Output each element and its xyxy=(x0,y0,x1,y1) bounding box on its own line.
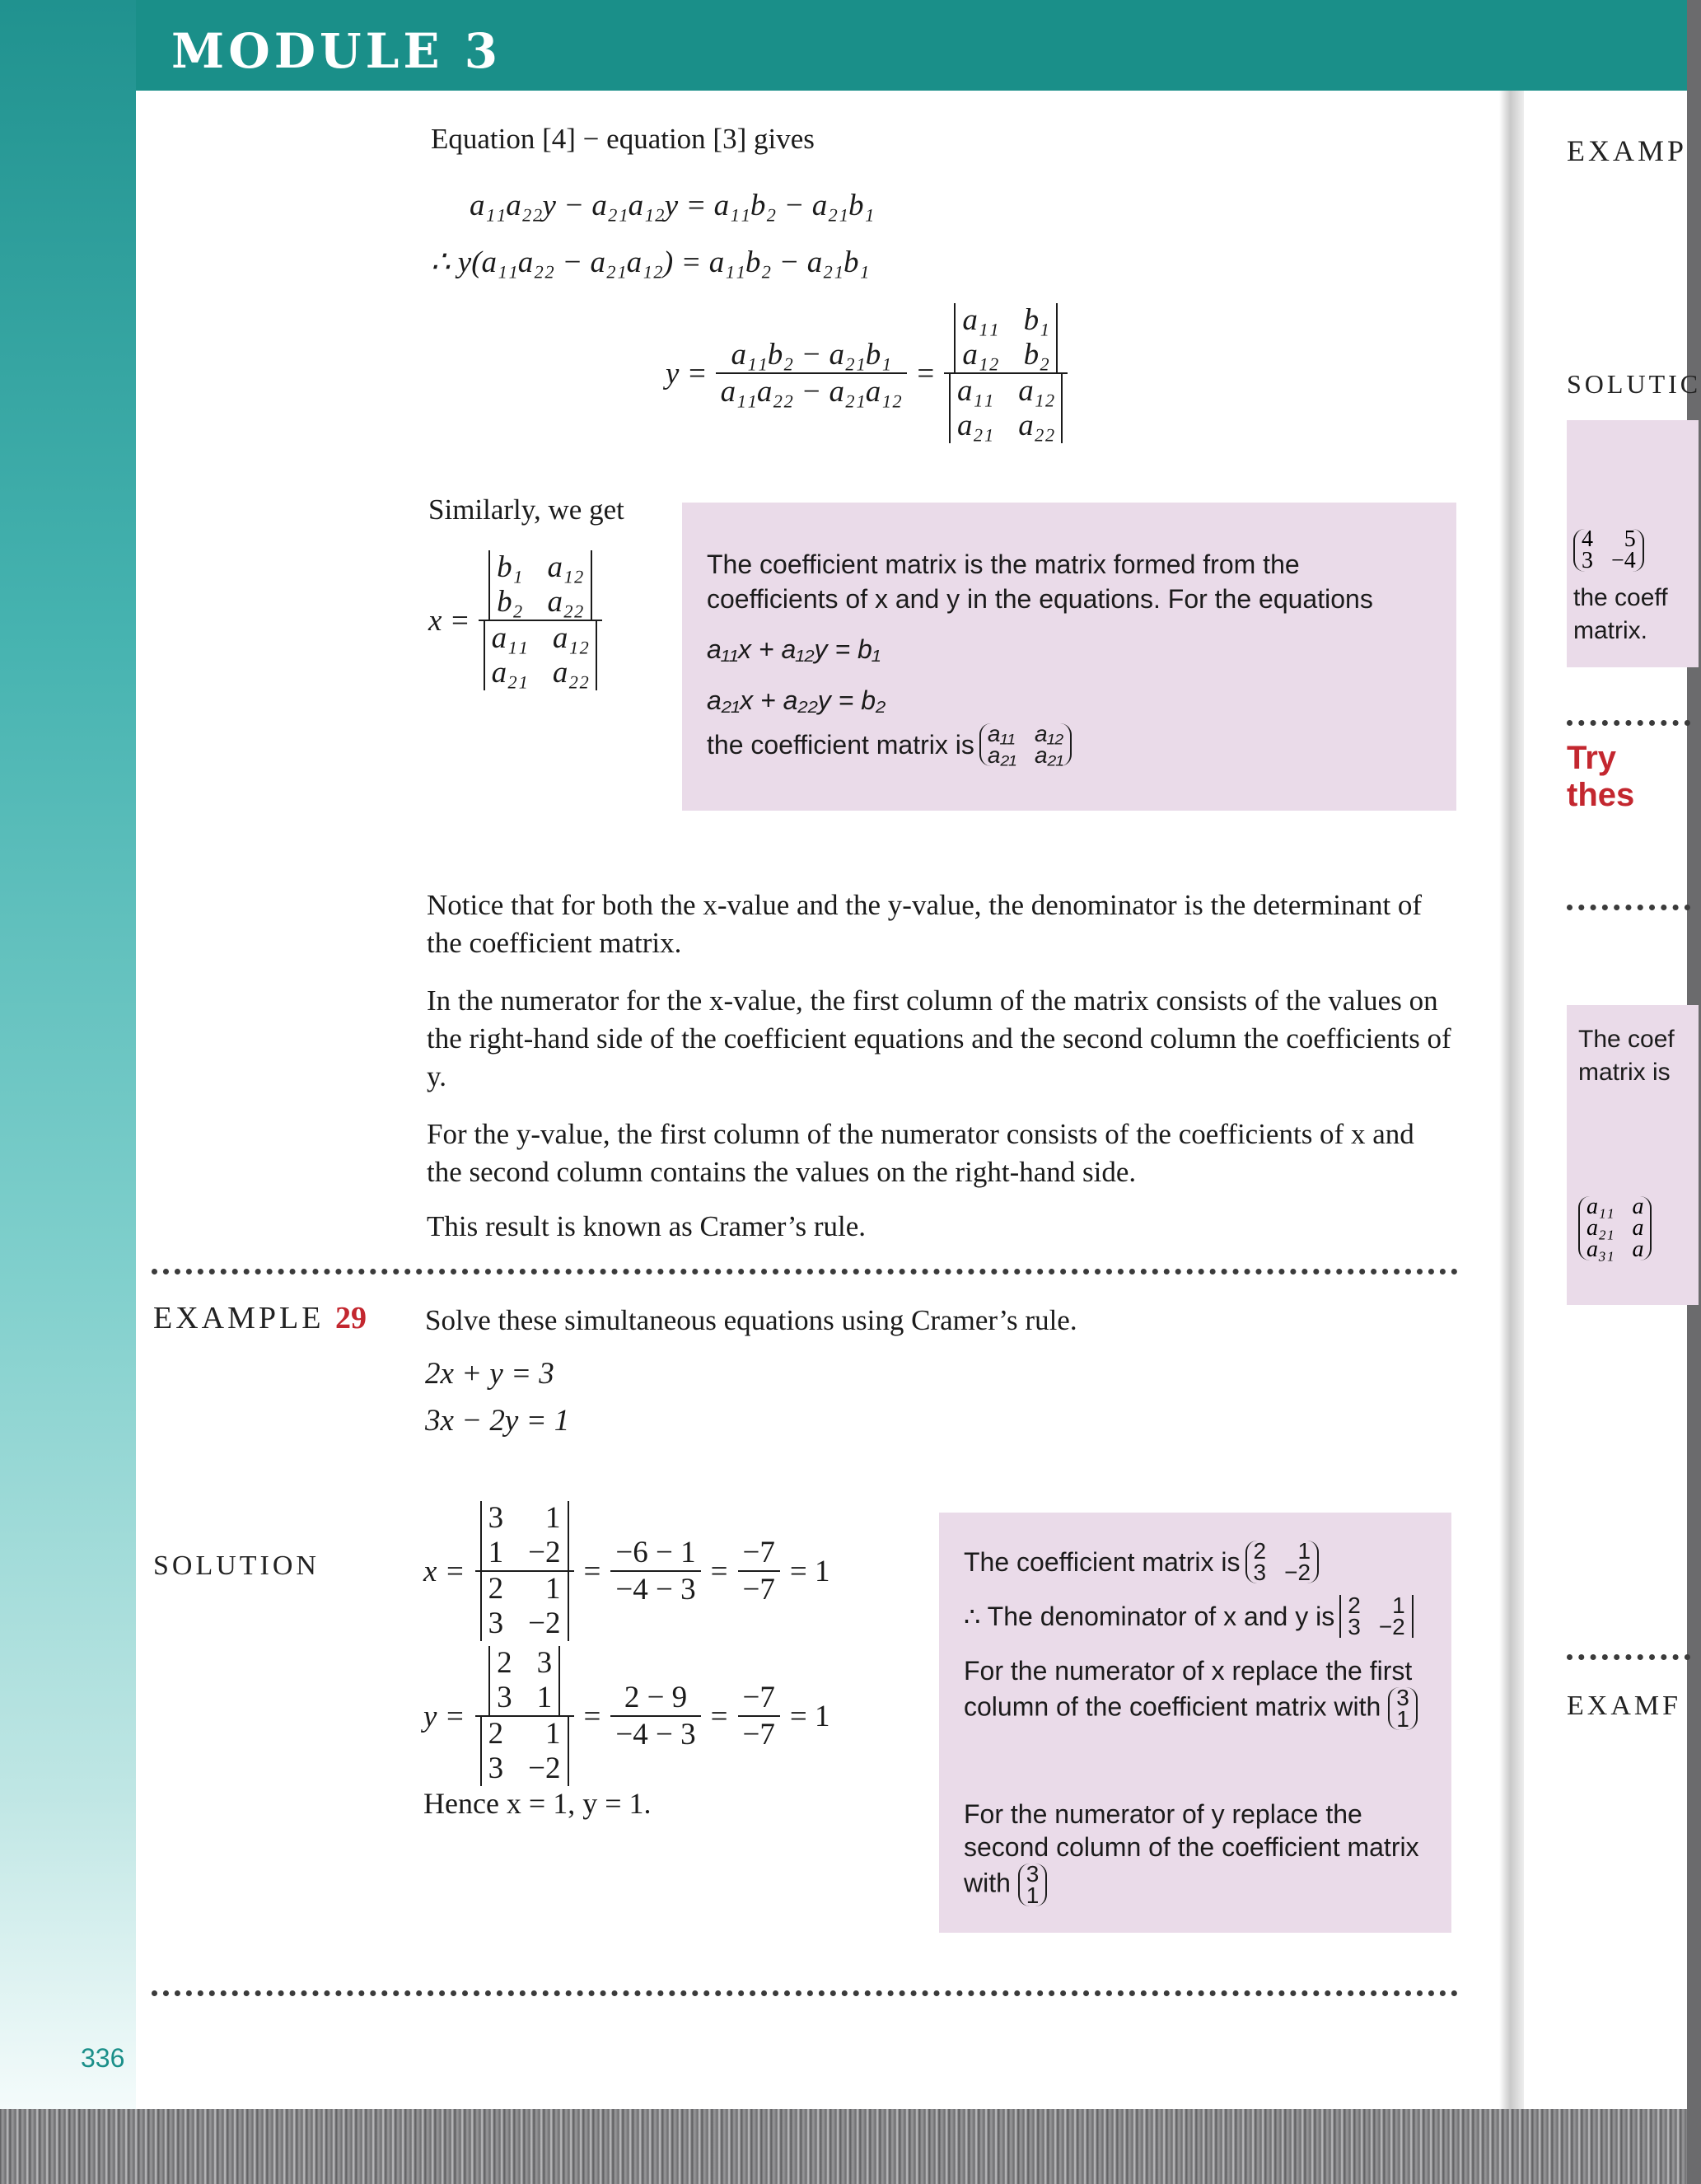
module-title: MODULE 3 xyxy=(171,23,502,79)
coefficient-matrix-note xyxy=(682,503,1456,811)
note2-y-vector: 3 1 xyxy=(1018,1864,1048,1906)
y-solution-numerator-determinant: 2 3 3 1 xyxy=(488,1646,560,1715)
next-page-box-text: The coef matrix is xyxy=(1578,1026,1675,1086)
note1-matrix-intro: the coefficient matrix is xyxy=(707,729,974,760)
note1-eq1: a₁₁x + a₁₂y = b₁ xyxy=(707,634,881,664)
cramers-rule-statement: This result is known as Cramer’s rule. xyxy=(427,1210,867,1242)
paragraph-denominator: Notice that for both the x-value and the y-value, the denominator is the determinant of the coefficient matrix. xyxy=(427,889,1423,959)
similarly-text: Similarly, we get xyxy=(428,493,624,526)
y-solution-determinants xyxy=(475,1646,574,1786)
x-formula xyxy=(428,550,602,690)
next-page-coeff-text: the coeff matrix. xyxy=(1573,584,1668,644)
x-solution-result: = 1 xyxy=(789,1554,830,1588)
next-page-box-matrix: a₁₁ a a₂₁ a a₃₁ a xyxy=(1578,1196,1652,1260)
note1-coefficient-matrix: a₁₁ a₁₂ a₂₁ a₂₁ xyxy=(979,723,1072,766)
note2-x-numerator: For the numerator of x replace the first column of the coefficient matrix with 3 1 xyxy=(964,1654,1425,1730)
page-gutter xyxy=(1499,91,1524,2109)
example-label: EXAMPLE 29 xyxy=(153,1301,367,1335)
note2-line1: The coefficient matrix is 2 1 3 −2 xyxy=(964,1541,1319,1583)
y-solution-result: = 1 xyxy=(789,1699,830,1733)
x-solution: x = 3 1 1 −2 2 1 3 −2 = $\frac{-6 - 1}{-4 - 3}$ = $\frac{-7}{-7}$ = 1 xyxy=(423,1501,830,1640)
y-fraction xyxy=(716,337,907,409)
y-solution-lhs: y = xyxy=(423,1699,465,1733)
derivation-eq2: ∴ y(a₁₁a₂₂ − a₂₁a₁₂) = a₁₁b₂ − a₂₁b₁ xyxy=(431,246,870,279)
x-solution-denominator-determinant: 2 1 3 −2 xyxy=(480,1572,569,1641)
y-formula xyxy=(666,303,1068,443)
next-page-fragment xyxy=(1524,91,1701,2109)
example-number: 29 xyxy=(334,1301,367,1335)
derivation-eq1: a₁₁a₂₂y − a₂₁a₁₂y = a₁₁b₂ − a₂₁b₁ xyxy=(470,189,875,222)
derivation-intro: Equation [4] − equation [3] gives xyxy=(431,123,815,155)
example-prompt: Solve these simultaneous equations using Cramer’s rule. xyxy=(425,1304,1077,1336)
note2-determinant: 2 1 3 −2 xyxy=(1339,1595,1414,1638)
next-page-solution-box xyxy=(1567,420,1699,667)
x-solution-numerator-determinant: 3 1 1 −2 xyxy=(480,1501,569,1570)
y-determinant-fraction xyxy=(944,303,1068,443)
y-solution-arithmetic: $\frac{2 - 9}{-4 - 3}$ xyxy=(610,1680,700,1752)
x-solution-simplified: $\frac{-7}{-7}$ xyxy=(738,1535,780,1607)
note1-eq2: a₂₁x + a₂₂y = b₂ xyxy=(707,685,886,715)
next-page-matrix: 4 5 3 −4 xyxy=(1573,529,1644,572)
paragraph-x-numerator: In the numerator for the x-value, the first column of the matrix consists of the values on the right-hand side of the coefficient equations and the second column the coefficients of y. xyxy=(427,984,1451,1092)
next-page-example-2: EXAMF xyxy=(1567,1691,1682,1721)
note2-y-numerator: For the numerator of y replace the second column of the coefficient matrix with 3 1 xyxy=(964,1799,1419,1908)
note2-x-vector: 3 1 xyxy=(1388,1687,1418,1730)
y-numerator-determinant: a₁₁ b₁ a₁₂ b₂ xyxy=(954,303,1058,372)
y-solution-denominator-determinant: 2 1 3 −2 xyxy=(480,1717,569,1786)
y-fraction-numerator: a₁₁b₂ − a₂₁b₁ xyxy=(716,337,907,374)
book-page-edges xyxy=(0,2109,1687,2184)
x-numerator-determinant: b₁ a₁₂ b₂ a₂₂ xyxy=(488,550,592,620)
page-number: 336 xyxy=(81,2043,125,2073)
dotted-divider xyxy=(152,1269,1458,1274)
bottom-dotted-divider xyxy=(152,1990,1458,1996)
solution-note xyxy=(939,1513,1451,1933)
equals-sign: = xyxy=(915,356,936,391)
y-denominator-determinant: a₁₁ a₁₂ a₂₁ a₂₂ xyxy=(949,374,1063,443)
note1-text: The coefficient matrix is the matrix formed from the coefficients of x and y in the equations. For the equations xyxy=(707,550,1373,614)
note2-coefficient-matrix: 2 1 3 −2 xyxy=(1245,1541,1320,1583)
y-solution: y = 2 3 3 1 2 1 3 −2 = $\frac{2 - 9}{-4 - 3}$ = $\frac{-7}{-7}$ = 1 xyxy=(423,1646,830,1785)
next-page-solution: SOLUTIC xyxy=(1567,369,1701,399)
x-lhs: x = xyxy=(428,603,470,638)
note2-line2: ∴ The denominator of x and y is 2 1 3 −2 xyxy=(964,1595,1414,1638)
example-eq2: 3x − 2y = 1 xyxy=(425,1404,570,1438)
solution-label: SOLUTION xyxy=(153,1550,320,1581)
x-solution-lhs: x = xyxy=(423,1554,465,1588)
paragraph-y-numerator: For the y-value, the first column of the numerator consists of the coefficients of x and the second column contains the values on the right-hand side. xyxy=(427,1118,1414,1188)
next-page-note-box xyxy=(1567,1005,1699,1305)
example-eq1: 2x + y = 3 xyxy=(425,1357,554,1391)
x-determinant-fraction xyxy=(479,550,602,690)
next-page-header-band xyxy=(1514,0,1687,91)
next-page-example: EXAMP xyxy=(1567,134,1688,167)
left-colour-spine xyxy=(0,0,136,2109)
note1-matrix-line xyxy=(707,723,1072,766)
x-denominator-determinant: a₁₁ a₁₂ a₂₁ a₂₂ xyxy=(484,621,597,690)
x-solution-arithmetic: $\frac{-6 - 1}{-4 - 3}$ xyxy=(610,1535,700,1607)
next-page-try-these: Try thes xyxy=(1567,740,1635,813)
y-fraction-denominator: a₁₁a₂₂ − a₂₁a₁₂ xyxy=(720,375,903,409)
y-lhs: y = xyxy=(666,356,708,391)
solution-conclusion: Hence x = 1, y = 1. xyxy=(423,1787,652,1820)
y-solution-simplified: $\frac{-7}{-7}$ xyxy=(738,1680,780,1752)
x-solution-determinants xyxy=(475,1501,574,1641)
